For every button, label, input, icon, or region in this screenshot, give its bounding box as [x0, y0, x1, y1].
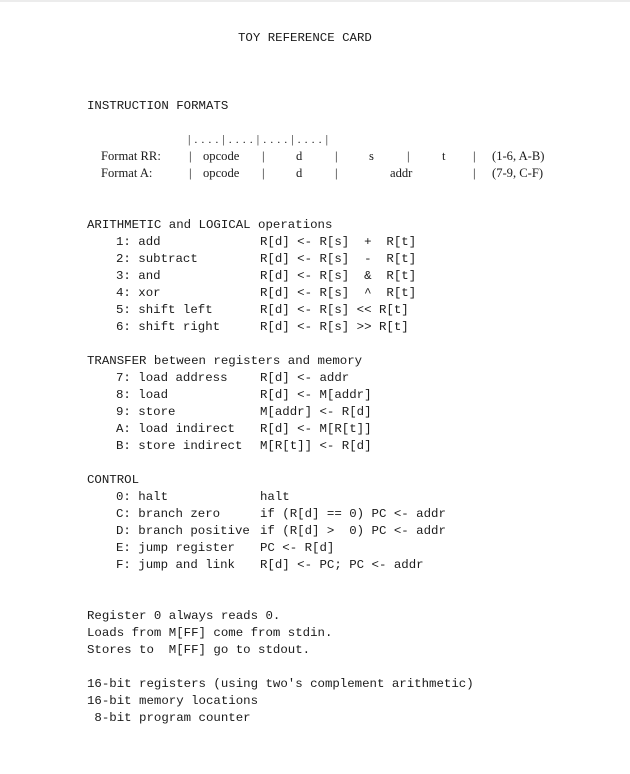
transfer-expr: R[d] <- addr	[260, 371, 350, 385]
control-expr: if (R[d] > 0) PC <- addr	[260, 524, 446, 538]
control-op: E: jump register	[116, 541, 235, 555]
spec-line: 16-bit registers (using two's complement arithmetic)	[87, 677, 474, 691]
format-a-sep-2: |	[262, 166, 265, 180]
arith-expr: R[d] <- R[s] ^ R[t]	[260, 286, 417, 300]
arith-expr: R[d] <- R[s] << R[t]	[260, 303, 409, 317]
arith-op: 2: subtract	[116, 252, 198, 266]
note-line: Register 0 always reads 0.	[87, 609, 281, 623]
page-top-edge	[0, 0, 630, 2]
note-line: Stores to M[FF] go to stdout.	[87, 643, 311, 657]
format-a-label: Format A:	[101, 166, 153, 180]
format-rr-sep-2: |	[262, 149, 265, 163]
format-a-opcode: opcode	[203, 166, 240, 180]
transfer-expr: M[addr] <- R[d]	[260, 405, 372, 419]
arith-expr: R[d] <- R[s] + R[t]	[260, 235, 417, 249]
format-rr-sep-3: |	[335, 149, 338, 163]
section-heading-arithmetic: ARITHMETIC and LOGICAL operations	[87, 218, 333, 232]
transfer-expr: R[d] <- M[addr]	[260, 388, 372, 402]
page-title: TOY REFERENCE CARD	[238, 31, 372, 45]
format-rr-field-s: s	[369, 149, 374, 163]
format-rr-opcode: opcode	[203, 149, 240, 163]
format-a-sep-4: |	[473, 166, 476, 180]
format-rr-field-d: d	[296, 149, 303, 163]
section-heading-control: CONTROL	[87, 473, 140, 487]
format-rr-sep-4: |	[407, 149, 410, 163]
transfer-op: A: load indirect	[116, 422, 235, 436]
transfer-op: 7: load address	[116, 371, 228, 385]
arith-expr: R[d] <- R[s] >> R[t]	[260, 320, 409, 334]
control-op: F: jump and link	[116, 558, 235, 572]
control-op: C: branch zero	[116, 507, 221, 521]
arith-op: 5: shift left	[116, 303, 213, 317]
format-rr-note: (1-6, A-B)	[492, 149, 545, 163]
arith-op: 6: shift right	[116, 320, 221, 334]
control-expr: R[d] <- PC; PC <- addr	[260, 558, 424, 572]
control-expr: halt	[260, 490, 290, 504]
control-expr: PC <- R[d]	[260, 541, 335, 555]
transfer-op: B: store indirect	[116, 439, 243, 453]
spec-line: 8-bit program counter	[87, 711, 251, 725]
transfer-expr: R[d] <- M[R[t]]	[260, 422, 372, 436]
format-rr-sep-5: |	[473, 149, 476, 163]
control-expr: if (R[d] == 0) PC <- addr	[260, 507, 446, 521]
control-op: D: branch positive	[116, 524, 250, 538]
arith-expr: R[d] <- R[s] & R[t]	[260, 269, 417, 283]
format-a-sep-1: |	[189, 166, 192, 180]
transfer-op: 9: store	[116, 405, 176, 419]
transfer-expr: M[R[t]] <- R[d]	[260, 439, 372, 453]
format-a-field-d: d	[296, 166, 303, 180]
arith-op: 3: and	[116, 269, 161, 283]
transfer-op: 8: load	[116, 388, 169, 402]
format-a-note: (7-9, C-F)	[492, 166, 544, 180]
spec-line: 16-bit memory locations	[87, 694, 259, 708]
format-rr-label: Format RR:	[101, 149, 161, 163]
note-line: Loads from M[FF] come from stdin.	[87, 626, 333, 640]
format-a-sep-3: |	[335, 166, 338, 180]
arith-expr: R[d] <- R[s] - R[t]	[260, 252, 417, 266]
section-heading-formats: INSTRUCTION FORMATS	[87, 99, 229, 113]
section-heading-transfer: TRANSFER between registers and memory	[87, 354, 363, 368]
arith-op: 4: xor	[116, 286, 161, 300]
format-a-field-addr: addr	[390, 166, 413, 180]
format-rr-field-t: t	[442, 149, 446, 163]
arith-op: 1: add	[116, 235, 161, 249]
format-ruler: | . . . . | . . . . | . . . . | . . . . |	[188, 132, 329, 146]
format-rr-sep-1: |	[189, 149, 192, 163]
control-op: 0: halt	[116, 490, 169, 504]
